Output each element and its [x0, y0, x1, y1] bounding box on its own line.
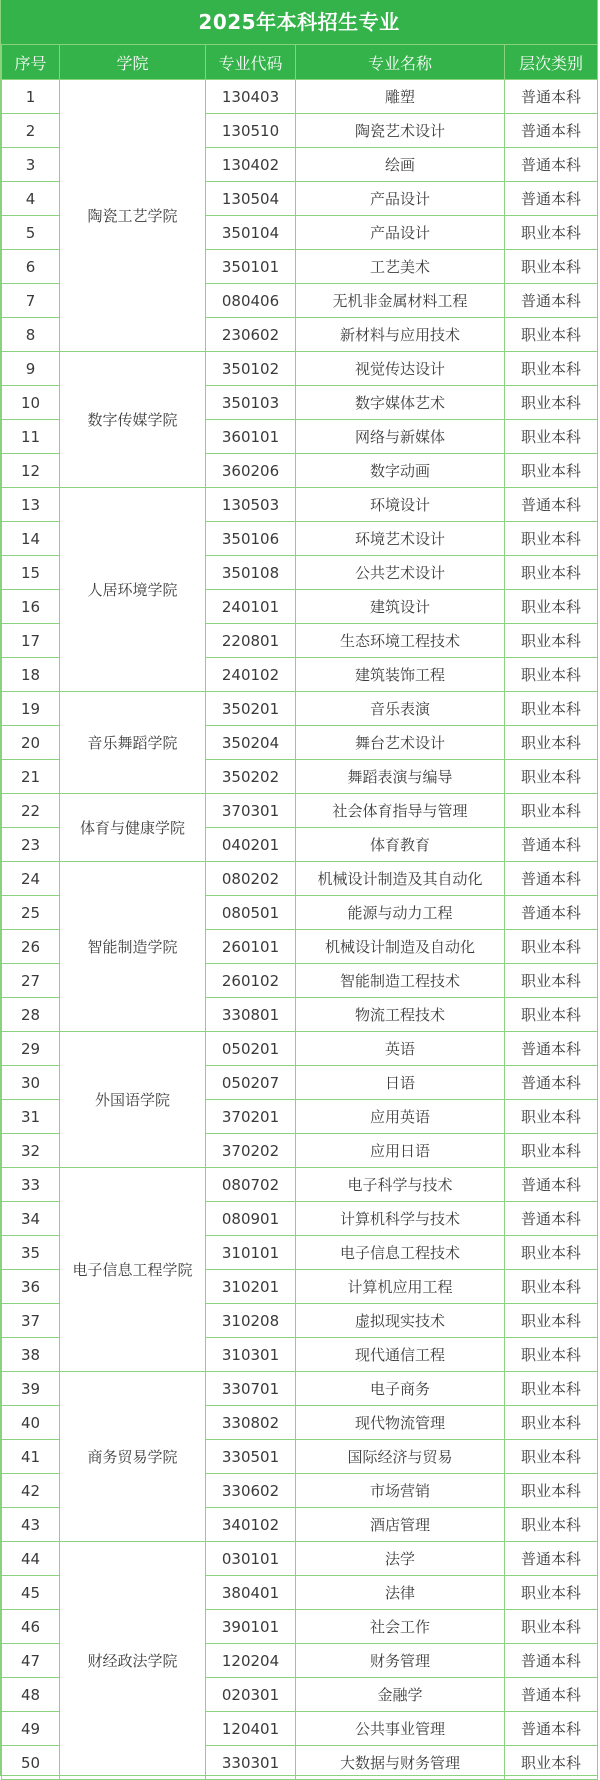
college-cell: 商务贸易学院: [60, 1372, 206, 1542]
major-name-cell: 法律: [296, 1576, 505, 1610]
major-name-cell: 日语: [296, 1066, 505, 1100]
level-cell: 普通本科: [505, 80, 598, 114]
major-name-cell: 机械设计制造及自动化: [296, 930, 505, 964]
serial-cell: 26: [2, 930, 60, 964]
serial-cell: 32: [2, 1134, 60, 1168]
level-cell: 职业本科: [505, 1746, 598, 1780]
major-name-cell: 绘画: [296, 148, 505, 182]
serial-cell: 18: [2, 658, 60, 692]
major-name-cell: 应用英语: [296, 1100, 505, 1134]
serial-cell: 40: [2, 1406, 60, 1440]
header-college: 学院: [60, 45, 206, 80]
level-cell: 职业本科: [505, 930, 598, 964]
major-name-cell: 舞台艺术设计: [296, 726, 505, 760]
college-cell: 人居环境学院: [60, 488, 206, 692]
level-cell: 普通本科: [505, 862, 598, 896]
major-code-cell: 230602: [206, 318, 296, 352]
major-name-cell: 生态环境工程技术: [296, 624, 505, 658]
college-cell: 财经政法学院: [60, 1542, 206, 1780]
major-name-cell: 数字媒体艺术: [296, 386, 505, 420]
level-cell: 普通本科: [505, 1032, 598, 1066]
serial-cell: 39: [2, 1372, 60, 1406]
major-name-cell: 工艺美术: [296, 250, 505, 284]
serial-cell: 38: [2, 1338, 60, 1372]
serial-cell: 6: [2, 250, 60, 284]
serial-cell: 8: [2, 318, 60, 352]
college-cell: 体育与健康学院: [60, 794, 206, 862]
page-title: 2025年本科招生专业: [1, 0, 597, 44]
level-cell: 职业本科: [505, 1270, 598, 1304]
major-code-cell: 380401: [206, 1576, 296, 1610]
major-code-cell: 130503: [206, 488, 296, 522]
major-name-cell: 计算机科学与技术: [296, 1202, 505, 1236]
level-cell: 普通本科: [505, 1712, 598, 1746]
major-code-cell: 130402: [206, 148, 296, 182]
serial-cell: 48: [2, 1678, 60, 1712]
major-code-cell: 120204: [206, 1644, 296, 1678]
level-cell: 普通本科: [505, 1202, 598, 1236]
table-row: [2, 1168, 598, 1202]
major-code-cell: 330501: [206, 1440, 296, 1474]
level-cell: 职业本科: [505, 658, 598, 692]
major-name-cell: 酒店管理: [296, 1508, 505, 1542]
major-code-cell: 240102: [206, 658, 296, 692]
level-cell: 职业本科: [505, 420, 598, 454]
header-major-code: 专业代码: [206, 45, 296, 80]
major-code-cell: 350108: [206, 556, 296, 590]
table-row: [2, 80, 598, 114]
major-code-cell: 350204: [206, 726, 296, 760]
major-name-cell: 体育教育: [296, 828, 505, 862]
level-cell: 职业本科: [505, 1236, 598, 1270]
major-code-cell: 130403: [206, 80, 296, 114]
serial-cell: 47: [2, 1644, 60, 1678]
serial-cell: 15: [2, 556, 60, 590]
serial-cell: 10: [2, 386, 60, 420]
major-name-cell: 电子科学与技术: [296, 1168, 505, 1202]
serial-cell: 33: [2, 1168, 60, 1202]
level-cell: 职业本科: [505, 1474, 598, 1508]
serial-cell: 30: [2, 1066, 60, 1100]
level-cell: 普通本科: [505, 284, 598, 318]
serial-cell: 19: [2, 692, 60, 726]
level-cell: 职业本科: [505, 964, 598, 998]
major-code-cell: 350103: [206, 386, 296, 420]
serial-cell: 25: [2, 896, 60, 930]
serial-cell: 20: [2, 726, 60, 760]
major-name-cell: 电子商务: [296, 1372, 505, 1406]
major-code-cell: 080406: [206, 284, 296, 318]
major-code-cell: 040201: [206, 828, 296, 862]
table-row: [2, 862, 598, 896]
major-name-cell: 电子信息工程技术: [296, 1236, 505, 1270]
major-code-cell: 340102: [206, 1508, 296, 1542]
level-cell: 职业本科: [505, 522, 598, 556]
level-cell: 职业本科: [505, 216, 598, 250]
serial-cell: 23: [2, 828, 60, 862]
major-code-cell: 350101: [206, 250, 296, 284]
major-code-cell: 360206: [206, 454, 296, 488]
serial-cell: 31: [2, 1100, 60, 1134]
serial-cell: 7: [2, 284, 60, 318]
major-name-cell: 无机非金属材料工程: [296, 284, 505, 318]
major-name-cell: 计算机应用工程: [296, 1270, 505, 1304]
major-name-cell: 英语: [296, 1032, 505, 1066]
level-cell: 职业本科: [505, 590, 598, 624]
level-cell: 普通本科: [505, 1678, 598, 1712]
serial-cell: 43: [2, 1508, 60, 1542]
level-cell: 职业本科: [505, 998, 598, 1032]
header-level: 层次类别: [505, 45, 598, 80]
level-cell: 普通本科: [505, 828, 598, 862]
college-cell: 音乐舞蹈学院: [60, 692, 206, 794]
major-code-cell: 370202: [206, 1134, 296, 1168]
table-row: [2, 794, 598, 828]
level-cell: 职业本科: [505, 1304, 598, 1338]
level-cell: 普通本科: [505, 182, 598, 216]
college-cell: 陶瓷工艺学院: [60, 80, 206, 352]
serial-cell: 13: [2, 488, 60, 522]
header-major-name: 专业名称: [296, 45, 505, 80]
major-name-cell: 智能制造工程技术: [296, 964, 505, 998]
level-cell: 职业本科: [505, 1338, 598, 1372]
major-code-cell: 130510: [206, 114, 296, 148]
major-code-cell: 310201: [206, 1270, 296, 1304]
major-code-cell: 370201: [206, 1100, 296, 1134]
serial-cell: 14: [2, 522, 60, 556]
level-cell: 职业本科: [505, 624, 598, 658]
major-code-cell: 220801: [206, 624, 296, 658]
level-cell: 普通本科: [505, 1542, 598, 1576]
table-row: [2, 692, 598, 726]
major-code-cell: 120401: [206, 1712, 296, 1746]
major-name-cell: 产品设计: [296, 216, 505, 250]
serial-cell: 44: [2, 1542, 60, 1576]
major-code-cell: 350104: [206, 216, 296, 250]
major-code-cell: 330701: [206, 1372, 296, 1406]
level-cell: 职业本科: [505, 352, 598, 386]
serial-cell: 50: [2, 1746, 60, 1780]
level-cell: 普通本科: [505, 1168, 598, 1202]
major-name-cell: 法学: [296, 1542, 505, 1576]
major-name-cell: 舞蹈表演与编导: [296, 760, 505, 794]
major-name-cell: 公共事业管理: [296, 1712, 505, 1746]
level-cell: 职业本科: [505, 1406, 598, 1440]
major-name-cell: 国际经济与贸易: [296, 1440, 505, 1474]
level-cell: 职业本科: [505, 318, 598, 352]
major-code-cell: 240101: [206, 590, 296, 624]
major-name-cell: 市场营销: [296, 1474, 505, 1508]
level-cell: 职业本科: [505, 1508, 598, 1542]
college-cell: 电子信息工程学院: [60, 1168, 206, 1372]
major-code-cell: 310101: [206, 1236, 296, 1270]
major-code-cell: 050207: [206, 1066, 296, 1100]
table-row: [2, 488, 598, 522]
serial-cell: 46: [2, 1610, 60, 1644]
level-cell: 职业本科: [505, 454, 598, 488]
college-cell: 数字传媒学院: [60, 352, 206, 488]
major-code-cell: 020301: [206, 1678, 296, 1712]
major-name-cell: 环境设计: [296, 488, 505, 522]
serial-cell: 35: [2, 1236, 60, 1270]
level-cell: 普通本科: [505, 896, 598, 930]
major-name-cell: 雕塑: [296, 80, 505, 114]
major-name-cell: 财务管理: [296, 1644, 505, 1678]
serial-cell: 12: [2, 454, 60, 488]
level-cell: 普通本科: [505, 114, 598, 148]
serial-cell: 28: [2, 998, 60, 1032]
major-name-cell: 建筑装饰工程: [296, 658, 505, 692]
major-code-cell: 390101: [206, 1610, 296, 1644]
major-name-cell: 大数据与财务管理: [296, 1746, 505, 1780]
major-code-cell: 330301: [206, 1746, 296, 1780]
major-name-cell: 社会体育指导与管理: [296, 794, 505, 828]
serial-cell: 9: [2, 352, 60, 386]
major-code-cell: 080901: [206, 1202, 296, 1236]
major-code-cell: 050201: [206, 1032, 296, 1066]
table-row: [2, 1032, 598, 1066]
major-name-cell: 现代物流管理: [296, 1406, 505, 1440]
major-name-cell: 能源与动力工程: [296, 896, 505, 930]
table-row: [2, 1372, 598, 1406]
major-name-cell: 机械设计制造及其自动化: [296, 862, 505, 896]
level-cell: 职业本科: [505, 1610, 598, 1644]
serial-cell: 1: [2, 80, 60, 114]
serial-cell: 24: [2, 862, 60, 896]
level-cell: 普通本科: [505, 1066, 598, 1100]
major-name-cell: 金融学: [296, 1678, 505, 1712]
level-cell: 职业本科: [505, 726, 598, 760]
header-serial: 序号: [2, 45, 60, 80]
major-name-cell: 视觉传达设计: [296, 352, 505, 386]
major-code-cell: 260101: [206, 930, 296, 964]
serial-cell: 11: [2, 420, 60, 454]
serial-cell: 2: [2, 114, 60, 148]
serial-cell: 37: [2, 1304, 60, 1338]
serial-cell: 16: [2, 590, 60, 624]
major-code-cell: 360101: [206, 420, 296, 454]
major-code-cell: 080501: [206, 896, 296, 930]
major-name-cell: 新材料与应用技术: [296, 318, 505, 352]
college-cell: 智能制造学院: [60, 862, 206, 1032]
level-cell: 普通本科: [505, 148, 598, 182]
major-name-cell: 数字动画: [296, 454, 505, 488]
major-name-cell: 现代通信工程: [296, 1338, 505, 1372]
serial-cell: 34: [2, 1202, 60, 1236]
level-cell: 职业本科: [505, 386, 598, 420]
level-cell: 普通本科: [505, 488, 598, 522]
serial-cell: 29: [2, 1032, 60, 1066]
major-code-cell: 130504: [206, 182, 296, 216]
major-name-cell: 物流工程技术: [296, 998, 505, 1032]
major-code-cell: 350106: [206, 522, 296, 556]
major-name-cell: 公共艺术设计: [296, 556, 505, 590]
major-code-cell: 080202: [206, 862, 296, 896]
major-code-cell: 350201: [206, 692, 296, 726]
major-code-cell: 370301: [206, 794, 296, 828]
major-code-cell: 330602: [206, 1474, 296, 1508]
serial-cell: 21: [2, 760, 60, 794]
major-code-cell: 310301: [206, 1338, 296, 1372]
serial-cell: 41: [2, 1440, 60, 1474]
major-code-cell: 350202: [206, 760, 296, 794]
major-name-cell: 产品设计: [296, 182, 505, 216]
major-name-cell: 音乐表演: [296, 692, 505, 726]
major-name-cell: 网络与新媒体: [296, 420, 505, 454]
serial-cell: 3: [2, 148, 60, 182]
major-name-cell: 社会工作: [296, 1610, 505, 1644]
major-code-cell: 080702: [206, 1168, 296, 1202]
level-cell: 职业本科: [505, 1372, 598, 1406]
major-code-cell: 310208: [206, 1304, 296, 1338]
level-cell: 职业本科: [505, 250, 598, 284]
serial-cell: 17: [2, 624, 60, 658]
level-cell: 职业本科: [505, 1576, 598, 1610]
major-code-cell: 330802: [206, 1406, 296, 1440]
header-row: [2, 45, 598, 80]
serial-cell: 36: [2, 1270, 60, 1304]
major-code-cell: 330801: [206, 998, 296, 1032]
major-code-cell: 350102: [206, 352, 296, 386]
table-body: [2, 80, 598, 1780]
serial-cell: 22: [2, 794, 60, 828]
serial-cell: 5: [2, 216, 60, 250]
table-row: [2, 1542, 598, 1576]
majors-table: [1, 44, 598, 1780]
major-name-cell: 应用日语: [296, 1134, 505, 1168]
serial-cell: 45: [2, 1576, 60, 1610]
college-cell: 外国语学院: [60, 1032, 206, 1168]
level-cell: 职业本科: [505, 1100, 598, 1134]
level-cell: 职业本科: [505, 794, 598, 828]
level-cell: 职业本科: [505, 692, 598, 726]
level-cell: 职业本科: [505, 1134, 598, 1168]
serial-cell: 27: [2, 964, 60, 998]
level-cell: 职业本科: [505, 760, 598, 794]
level-cell: 职业本科: [505, 556, 598, 590]
major-code-cell: 260102: [206, 964, 296, 998]
major-code-cell: 030101: [206, 1542, 296, 1576]
major-name-cell: 环境艺术设计: [296, 522, 505, 556]
level-cell: 职业本科: [505, 1440, 598, 1474]
serial-cell: 42: [2, 1474, 60, 1508]
serial-cell: 49: [2, 1712, 60, 1746]
table-row: [2, 352, 598, 386]
major-name-cell: 虚拟现实技术: [296, 1304, 505, 1338]
major-name-cell: 建筑设计: [296, 590, 505, 624]
serial-cell: 4: [2, 182, 60, 216]
major-name-cell: 陶瓷艺术设计: [296, 114, 505, 148]
level-cell: 普通本科: [505, 1644, 598, 1678]
